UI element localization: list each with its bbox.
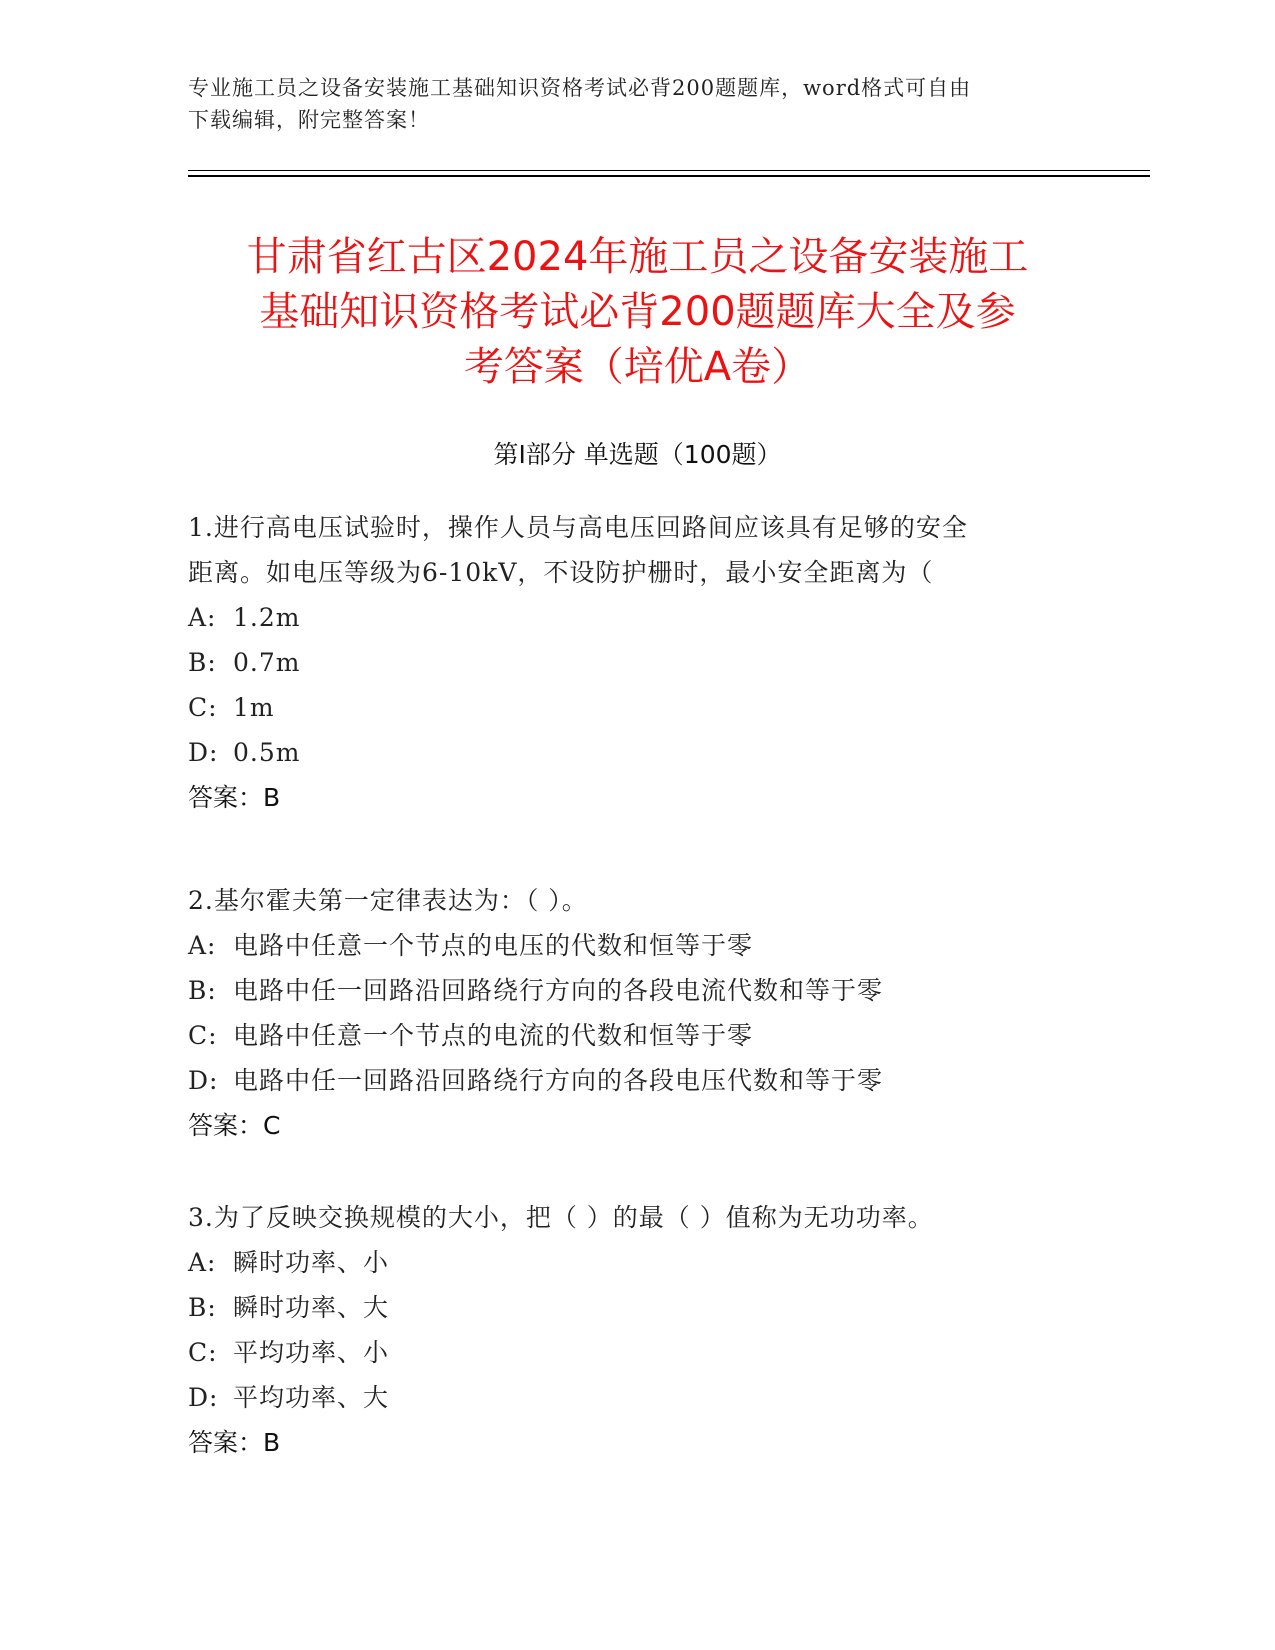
option-text: 1m xyxy=(233,693,275,722)
answer-line: 答案：C xyxy=(188,1111,281,1140)
title-line: 基础知识资格考试必背200题题库大全及参 xyxy=(259,289,1016,335)
option-text: 平均功率、小 xyxy=(233,1338,390,1367)
option-text: 瞬时功率、小 xyxy=(233,1248,390,1277)
option-key: D: xyxy=(188,1066,219,1095)
option-text: 平均功率、大 xyxy=(233,1383,390,1412)
option-key: B: xyxy=(188,976,217,1005)
option-d xyxy=(188,730,1148,775)
question-item xyxy=(188,878,1148,1148)
question-text: 距离。如电压等级为6-10kV，不设防护栅时，最小安全距离为（ xyxy=(188,558,934,587)
question-text: 3.为了反映交换规模的大小，把（ ）的最（ ）值称为无功功率。 xyxy=(188,1203,934,1232)
option-c xyxy=(188,685,1148,730)
document-title xyxy=(150,230,1125,395)
option-key: D: xyxy=(188,738,219,767)
option-key: B: xyxy=(188,648,217,677)
option-key: A: xyxy=(188,931,217,960)
header-divider-thick xyxy=(188,175,1150,177)
answer-line: 答案：B xyxy=(188,783,281,812)
option-key: D: xyxy=(188,1383,219,1412)
option-key: C: xyxy=(188,1021,218,1050)
option-c xyxy=(188,1330,1148,1375)
option-text: 电路中任一回路沿回路绕行方向的各段电压代数和等于零 xyxy=(233,1066,884,1095)
option-a xyxy=(188,595,1148,640)
header-divider-thin xyxy=(188,170,1150,171)
option-d xyxy=(188,1375,1148,1420)
header-note xyxy=(188,72,1088,136)
header-note-line: 专业施工员之设备安装施工基础知识资格考试必背200题题库，word格式可自由 xyxy=(188,76,972,100)
option-key: C: xyxy=(188,693,218,722)
option-b xyxy=(188,1285,1148,1330)
title-line: 甘肃省红古区2024年施工员之设备安装施工 xyxy=(246,234,1029,280)
option-b xyxy=(188,640,1148,685)
title-line: 考答案（培优A卷） xyxy=(463,344,812,390)
option-text: 1.2m xyxy=(233,603,301,632)
question-text: 2.基尔霍夫第一定律表达为：（ ）。 xyxy=(188,886,588,915)
option-text: 电路中任一回路沿回路绕行方向的各段电流代数和等于零 xyxy=(233,976,884,1005)
option-text: 0.7m xyxy=(233,648,301,677)
option-d xyxy=(188,1058,1148,1103)
option-b xyxy=(188,968,1148,1013)
option-text: 电路中任意一个节点的电压的代数和恒等于零 xyxy=(233,931,754,960)
option-key: C: xyxy=(188,1338,218,1367)
option-key: B: xyxy=(188,1293,217,1322)
header-note-line: 下载编辑，附完整答案！ xyxy=(188,108,430,132)
option-c xyxy=(188,1013,1148,1058)
question-item xyxy=(188,505,1148,820)
option-key: A: xyxy=(188,603,217,632)
answer-line: 答案：B xyxy=(188,1428,281,1457)
question-item xyxy=(188,1195,1148,1465)
section-heading: 第Ⅰ部分 单选题（100题） xyxy=(493,440,782,469)
option-text: 瞬时功率、大 xyxy=(233,1293,390,1322)
option-key: A: xyxy=(188,1248,217,1277)
question-text: 1.进行高电压试验时，操作人员与高电压回路间应该具有足够的安全 xyxy=(188,513,968,542)
option-text: 电路中任意一个节点的电流的代数和恒等于零 xyxy=(233,1021,754,1050)
option-a xyxy=(188,1240,1148,1285)
option-text: 0.5m xyxy=(233,738,301,767)
option-a xyxy=(188,923,1148,968)
